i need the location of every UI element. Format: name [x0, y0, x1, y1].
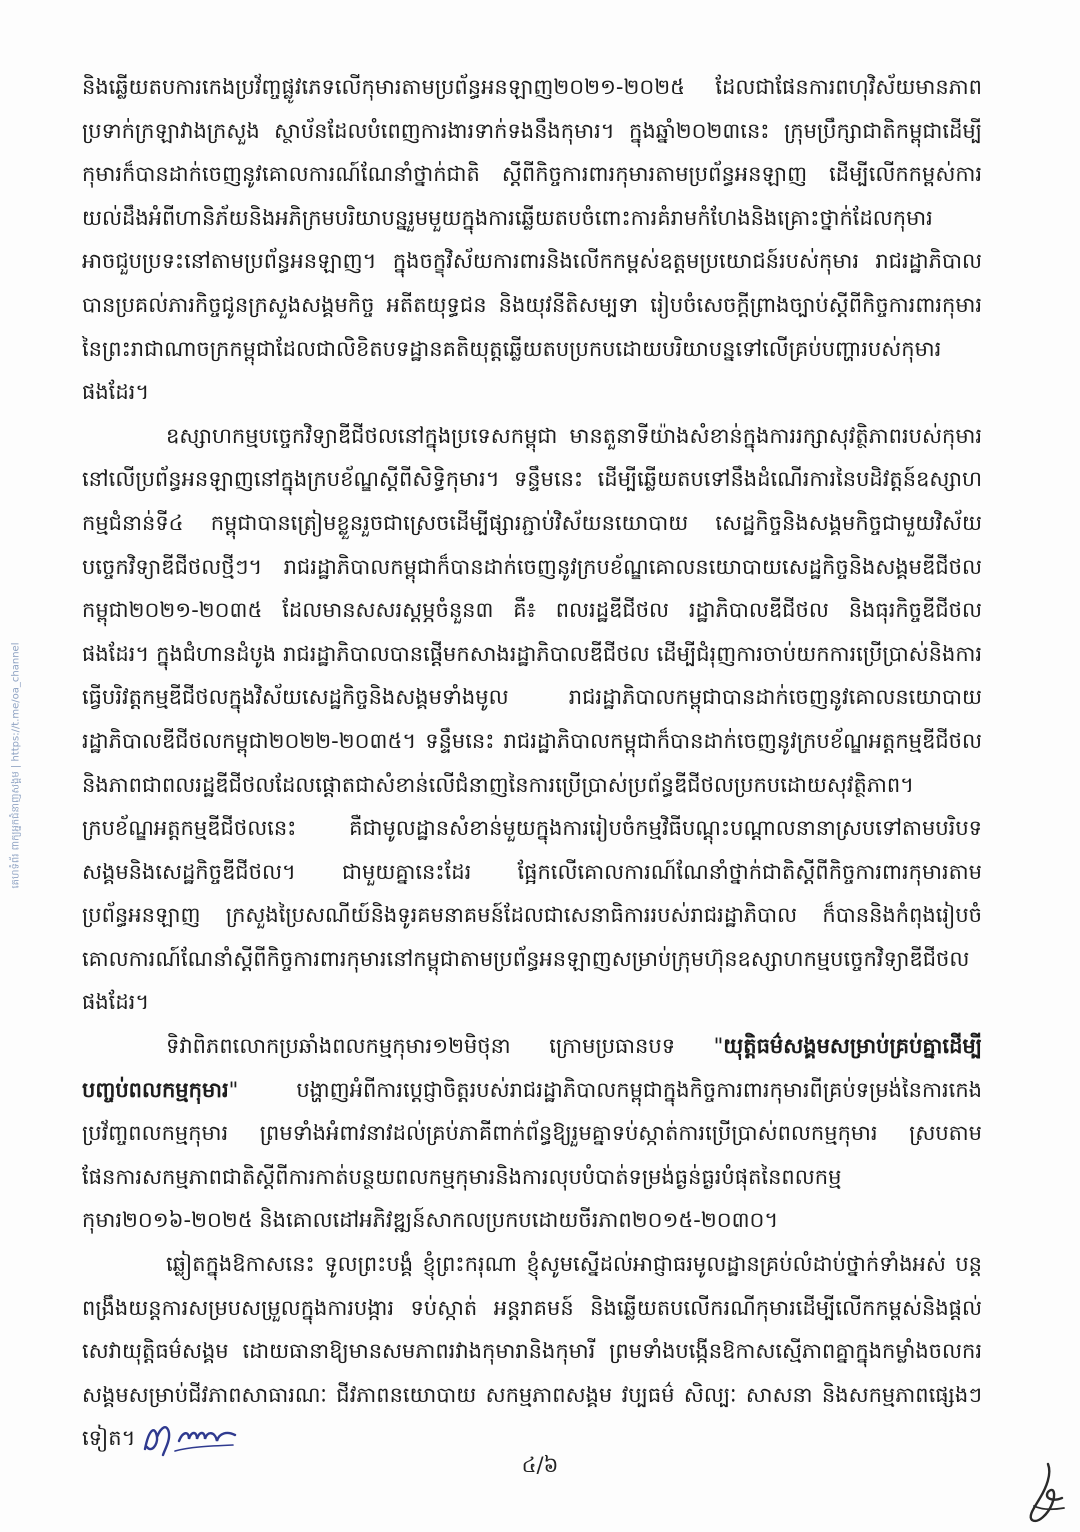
- paragraph-3-rest: " បង្ហាញអំពីការប្តេជ្ញាចិត្តរបស់រាជរដ្ឋាភិបាលកម្ពុជាក្នុងកិច្ចការពារកុមារពីគ្រប់ទម្រង់នៃការកេងប្រវ័ញ្ចពលកម្មកុមារ ព្រមទាំងអំពាវនាវដល់គ្រប់ភាគីពាក់ព័ន្ធឱ្យរួមគ្នាទប់ស្កាត់ការប្រើប្រាស់ពលកម្មកុមារ ស្របតាមផែនការសកម្មភាពជាតិស្តីពីការកាត់បន្ថយពលកម្មកុមារនិងការលុបបំបាត់ទម្រង់ធ្ងន់ធ្ងរបំផុតនៃពលកម្មកុមារ២០១៦-២០២៥ និងគោលដៅអភិវឌ្ឍន៍សាកលប្រកបដោយចីរភាព២០១៥-២០៣០។: [82, 1077, 982, 1233]
- page-number: ៤/៦: [521, 1453, 559, 1477]
- side-watermark: [6, 600, 26, 930]
- paragraph-4-text: ឆ្លៀតក្នុងឱកាសនេះ ទូលព្រះបង្គំ ខ្ញុំព្រះករុណា ខ្ញុំសូមស្នើដល់អាជ្ញាធរមូលដ្ឋានគ្រប់លំដាប់ថ្នាក់ទាំងអស់ បន្តពង្រឹងយន្តការសម្របសម្រួលក្នុងការបង្ការ ទប់ស្កាត់ អន្តរាគមន៍ និងឆ្លើយតបលើករណីកុមារដើម្បីលើកកម្ពស់និងផ្តល់សេវាយុត្តិធម៌សង្គម ដោយធានាឱ្យមានសមភាពរវាងកុមារានិងកុមារី ព្រមទាំងបង្កើនឱកាសស្មើភាពគ្នាក្នុងកម្លាំងចលករសង្គមសម្រាប់ជីវភាពសាធារណៈ ជីវភាពនយោបាយ សកម្មភាពសង្គម វប្បធម៌ សិល្បៈ សាសនា និងសកម្មភាពផ្សេងៗទៀត។: [82, 1252, 982, 1451]
- side-watermark-text: គេហទំព័រ ពាក្យអ្នកជំនាញសង្គម | https://t.me/oa_channel: [10, 642, 22, 888]
- document-body: [82, 66, 982, 1461]
- initial-icon: [1018, 1458, 1076, 1526]
- paragraph-3: [82, 1025, 982, 1243]
- paragraph-1: និងឆ្លើយតបការកេងប្រវ័ញ្ចផ្លូវភេទលើកុមារតាមប្រព័ន្ធអនឡាញ២០២១-២០២៥ ដែលជាផែនការពហុវិស័យមានភាពប្រទាក់ក្រឡាវាងក្រសួង ស្ថាប័នដែលបំពេញការងារទាក់ទងនឹងកុមារ។ ក្នុងឆ្នាំ២០២៣នេះ ក្រុមប្រឹក្សាជាតិកម្ពុជាដើម្បីកុមារក៏បានដាក់ចេញនូវគោលការណ៍ណែនាំថ្នាក់ជាតិ ស្តីពីកិច្ចការពារកុមារតាមប្រព័ន្ធអនឡាញ ដើម្បីលើកកម្ពស់ការយល់ដឹងអំពីហានិភ័យនិងអភិក្រមបរិយាបន្នរួមមួយក្នុងការឆ្លើយតបចំពោះការគំរាមកំហែងនិងគ្រោះថ្នាក់ដែលកុមារអាចជួបប្រទះនៅតាមប្រព័ន្ធអនឡាញ។ ក្នុងចក្ខុវិស័យការពារនិងលើកកម្ពស់ឧត្តមប្រយោជន៍របស់កុមារ រាជរដ្ឋាភិបាលបានប្រគល់ភារកិច្ចជូនក្រសួងសង្គមកិច្ច អតីតយុទ្ធជន និងយុវនីតិសម្បទា រៀបចំសេចក្តីព្រាងច្បាប់ស្តីពីកិច្ចការពារកុមារនៃព្រះរាជាណាចក្រកម្ពុជាដែលជាលិខិតបទដ្ឋានគតិយុត្តឆ្លើយតបប្រកបដោយបរិយាបន្នទៅលើគ្រប់បញ្ហារបស់កុមារផងដែរ។: [82, 75, 982, 405]
- theme-title: យុត្តិធម៌សង្គមសម្រាប់គ្រប់គ្នាដើម្បីបញ្ចប់ពលកម្មកុមារ: [82, 1034, 982, 1102]
- paragraph-2: ឧស្សាហកម្មបច្ចេកវិទ្យាឌីជីថលនៅក្នុងប្រទេសកម្ពុជា មានតួនាទីយ៉ាងសំខាន់ក្នុងការរក្សាសុវត្ថិភាពរបស់កុមារនៅលើប្រព័ន្ធអនឡាញនៅក្នុងក្របខ័ណ្ឌស្តីពីសិទ្ធិកុមារ។ ទន្ទឹមនេះ ដើម្បីឆ្លើយតបទៅនឹងដំណើរការនៃបដិវត្តន៍ឧស្សាហកម្មជំនាន់ទី៤ កម្ពុជាបានត្រៀមខ្លួនរួចជាស្រេចដើម្បីផ្សារភ្ជាប់វិស័យនយោបាយ សេដ្ឋកិច្ចនិងសង្គមកិច្ចជាមួយវិស័យបច្ចេកវិទ្យាឌីជីថលថ្មីៗ។ រាជរដ្ឋាភិបាលកម្ពុជាក៏បានដាក់ចេញនូវក្របខ័ណ្ឌគោលនយោបាយសេដ្ឋកិច្ចនិងសង្គមឌីជីថលកម្ពុជា២០២១-២០៣៥ ដែលមានសសរស្តម្ភចំនួន៣ គឺ៖ ពលរដ្ឋឌីជីថល រដ្ឋាភិបាលឌីជីថល និងធុរកិច្ចឌីជីថលផងដែរ។ ក្នុងជំហានដំបូង រាជរដ្ឋាភិបាលបានផ្តើមកសាងរដ្ឋាភិបាលឌីជីថល ដើម្បីជំរុញការចាប់យកការប្រើប្រាស់និងការធ្វើបរិវត្តកម្មឌីជីថលក្នុងវិស័យសេដ្ឋកិច្ចនិងសង្គមទាំងមូល រាជរដ្ឋាភិបាលកម្ពុជាបានដាក់ចេញនូវគោលនយោបាយរដ្ឋាភិបាលឌីជីថលកម្ពុជា២០២២-២០៣៥។ ទន្ទឹមនេះ រាជរដ្ឋាភិបាលកម្ពុជាក៏បានដាក់ចេញនូវក្របខ័ណ្ឌអត្តកម្មឌីជីថលនិងភាពជាពលរដ្ឋឌីជីថលដែលផ្តោតជាសំខាន់លើជំនាញនៃការប្រើប្រាស់ប្រព័ន្ធឌីជីថលប្រកបដោយសុវត្ថិភាព។ ក្របខ័ណ្ឌអត្តកម្មឌីជីថលនេះ គឺជាមូលដ្ឋានសំខាន់មួយក្នុងការរៀបចំកម្មវិធីបណ្តុះបណ្តាលនានាស្របទៅតាមបរិបទសង្គមនិងសេដ្ឋកិច្ចឌីជីថល។ ជាមួយគ្នានេះដែរ ផ្អែកលើគោលការណ៍ណែនាំថ្នាក់ជាតិស្តីពីកិច្ចការពារកុមារតាមប្រព័ន្ធអនឡាញ ក្រសួងប្រៃសណីយ៍និងទូរគមនាគមន៍ដែលជាសេនាធិការរបស់រាជរដ្ឋាភិបាល ក៏បាននិងកំពុងរៀបចំគោលការណ៍ណែនាំស្តីពីកិច្ចការពារកុមារនៅកម្ពុជាតាមប្រព័ន្ធអនឡាញសម្រាប់ក្រុមហ៊ុនឧស្សាហកម្មបច្ចេកវិទ្យាឌីជីថលផងដែរ។: [82, 423, 982, 1015]
- paragraph-4: [82, 1243, 982, 1461]
- paragraph-3-lead: ទិវាពិភពលោកប្រឆាំងពលកម្មកុមារ១២មិថុនា ក្រោមប្រធានបទ ": [166, 1034, 724, 1059]
